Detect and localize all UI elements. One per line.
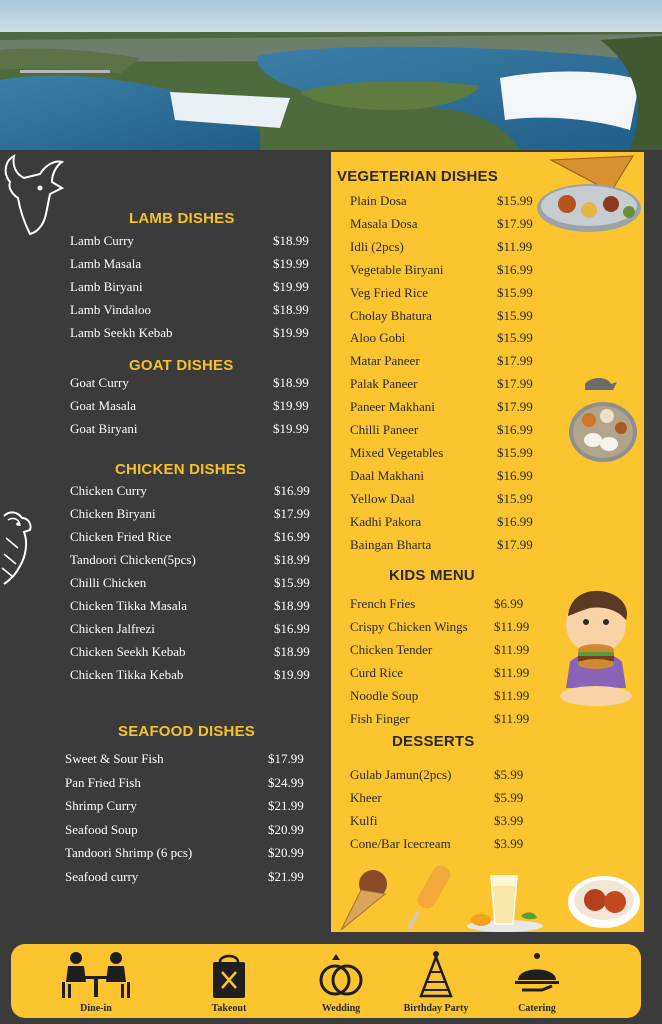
chicken-item-name: Chicken Tikka Masala — [70, 598, 187, 613]
veg-item-price: $15.99 — [497, 193, 533, 208]
seafood-item-price: $20.99 — [268, 822, 304, 837]
section-title-kids: KIDS MENU — [389, 567, 475, 584]
goat-item-name: Goat Biryani — [70, 421, 138, 436]
section-title-veg: VEGETERIAN DISHES — [337, 168, 498, 185]
service-label-takeout: Takeout — [211, 1003, 247, 1014]
takeout-bag-icon — [204, 950, 254, 1000]
dine-in-icon — [56, 950, 136, 1000]
lamb-item-price: $19.99 — [273, 325, 309, 340]
lamb-item-price: $19.99 — [273, 279, 309, 294]
lamb-item-name: Lamb Seekh Kebab — [70, 325, 173, 340]
veg-item-price: $15.99 — [497, 285, 533, 300]
chicken-item-name: Tandoori Chicken(5pcs) — [70, 552, 196, 567]
service-label-dine-in: Dine-in — [80, 1003, 112, 1014]
desserts-item-price: $3.99 — [494, 836, 524, 851]
goat-item-name: Goat Curry — [70, 375, 129, 390]
goat-head-icon — [0, 152, 68, 236]
lamb-item-price: $18.99 — [273, 302, 309, 317]
lamb-item-price: $18.99 — [273, 233, 309, 248]
service-dine-in — [51, 950, 141, 1014]
services-footer — [11, 944, 641, 1018]
kids-item-price: $11.99 — [494, 665, 530, 680]
veg-item-name: Idli (2pcs) — [350, 239, 404, 254]
veg-item-price: $16.99 — [497, 468, 533, 483]
idli-plate-image — [567, 374, 639, 466]
lamb-item-name: Lamb Biryani — [70, 279, 143, 294]
veg-item-name: Masala Dosa — [350, 216, 418, 231]
seafood-item-name: Seafood curry — [65, 869, 139, 884]
section-title-lamb: LAMB DISHES — [129, 210, 235, 227]
chicken-item-price: $16.99 — [274, 483, 310, 498]
chicken-item-name: Chicken Biryani — [70, 506, 156, 521]
chicken-item-price: $18.99 — [274, 598, 310, 613]
veg-item-price: $16.99 — [497, 514, 533, 529]
veg-item-name: Kadhi Pakora — [350, 514, 422, 529]
service-label-wedding: Wedding — [321, 1003, 361, 1014]
veg-item-price: $15.99 — [497, 330, 533, 345]
chicken-item-price: $19.99 — [274, 667, 310, 682]
kid-eating-burger-image — [560, 588, 636, 708]
kids-item-price: $11.99 — [494, 642, 530, 657]
kids-item-price: $11.99 — [494, 711, 530, 726]
lamb-item-name: Lamb Curry — [70, 233, 134, 248]
kids-item-name: Fish Finger — [350, 711, 410, 726]
goat-item-price: $18.99 — [273, 375, 309, 390]
veg-item-name: Palak Paneer — [350, 376, 418, 391]
goat-item-price: $19.99 — [273, 398, 309, 413]
veg-item-name: Vegetable Biryani — [350, 262, 444, 277]
section-title-seafood: SEAFOOD DISHES — [118, 723, 255, 740]
mango-lassi-image — [465, 866, 545, 932]
kids-item-name: Noodle Soup — [350, 688, 419, 703]
service-catering — [492, 950, 582, 1014]
desserts-item-name: Kheer — [350, 790, 382, 805]
chicken-item-price: $17.99 — [274, 506, 310, 521]
kids-item-price: $11.99 — [494, 619, 530, 634]
desserts-item-name: Cone/Bar Icecream — [350, 836, 451, 851]
seafood-item-name: Sweet & Sour Fish — [65, 751, 164, 766]
veg-item-name: Cholay Bhatura — [350, 308, 432, 323]
veg-item-price: $15.99 — [497, 445, 533, 460]
lamb-item-name: Lamb Masala — [70, 256, 142, 271]
ice-cream-cone-image — [333, 868, 391, 932]
seafood-item-name: Tandoori Shrimp (6 pcs) — [65, 845, 193, 860]
wedding-rings-icon — [316, 950, 366, 1000]
desserts-item-price: $3.99 — [494, 813, 524, 828]
seafood-item-name: Shrimp Curry — [65, 798, 137, 813]
goat-item-price: $19.99 — [273, 421, 309, 436]
seafood-item-name: Pan Fried Fish — [65, 775, 141, 790]
dosa-thali-image — [537, 152, 643, 236]
service-label-birthday: Birthday Party — [403, 1003, 469, 1014]
veg-item-price: $17.99 — [497, 216, 533, 231]
chicken-item-name: Chicken Seekh Kebab — [70, 644, 186, 659]
veg-item-price: $15.99 — [497, 491, 533, 506]
kids-item-name: Curd Rice — [350, 665, 404, 680]
kids-item-price: $6.99 — [494, 596, 524, 611]
gulab-jamun-bowl-image — [567, 872, 641, 932]
veg-item-price: $17.99 — [497, 537, 533, 552]
goat-item-name: Goat Masala — [70, 398, 137, 413]
kids-item-name: Crispy Chicken Wings — [350, 619, 468, 634]
veg-item-price: $11.99 — [497, 239, 533, 254]
seafood-item-name: Seafood Soup — [65, 822, 138, 837]
kids-item-name: Chicken Tender — [350, 642, 433, 657]
catering-cloche-icon — [512, 950, 562, 1000]
banner-waterfall-image — [0, 0, 662, 150]
chicken-item-price: $15.99 — [274, 575, 310, 590]
veg-item-price: $17.99 — [497, 353, 533, 368]
chicken-item-price: $16.99 — [274, 621, 310, 636]
section-title-desserts: DESSERTS — [392, 733, 475, 750]
seafood-item-price: $21.99 — [268, 869, 304, 884]
desserts-item-price: $5.99 — [494, 767, 524, 782]
section-title-goat: GOAT DISHES — [129, 357, 234, 374]
seafood-item-price: $17.99 — [268, 751, 304, 766]
desserts-item-name: Gulab Jamun(2pcs) — [350, 767, 452, 782]
veg-item-price: $17.99 — [497, 376, 533, 391]
chicken-item-price: $16.99 — [274, 529, 310, 544]
veg-item-name: Plain Dosa — [350, 193, 407, 208]
chicken-item-price: $18.99 — [274, 552, 310, 567]
section-title-chicken: CHICKEN DISHES — [115, 461, 247, 478]
seafood-item-price: $20.99 — [268, 845, 304, 860]
chicken-item-name: Chicken Fried Rice — [70, 529, 172, 544]
veg-item-name: Veg Fried Rice — [350, 285, 428, 300]
party-hat-icon — [411, 950, 461, 1000]
veg-item-price: $16.99 — [497, 422, 533, 437]
veg-item-name: Chilli Paneer — [350, 422, 419, 437]
service-wedding — [296, 950, 386, 1014]
kids-item-name: French Fries — [350, 596, 416, 611]
chicken-item-name: Chilli Chicken — [70, 575, 147, 590]
chicken-item-name: Chicken Curry — [70, 483, 147, 498]
chicken-item-name: Chicken Tikka Kebab — [70, 667, 184, 682]
veg-item-name: Matar Paneer — [350, 353, 420, 368]
kulfi-bar-image — [399, 864, 457, 932]
veg-item-name: Aloo Gobi — [350, 330, 406, 345]
service-birthday-party — [391, 950, 481, 1014]
veg-item-name: Yellow Daal — [350, 491, 415, 506]
lamb-item-name: Lamb Vindaloo — [70, 302, 151, 317]
lamb-item-price: $19.99 — [273, 256, 309, 271]
service-takeout — [184, 950, 274, 1014]
veg-item-price: $17.99 — [497, 399, 533, 414]
service-label-catering: Catering — [518, 1003, 556, 1014]
veg-item-name: Daal Makhani — [350, 468, 425, 483]
desserts-item-price: $5.99 — [494, 790, 524, 805]
veg-item-name: Mixed Vegetables — [350, 445, 444, 460]
right-panel — [331, 152, 644, 932]
rooster-icon — [0, 508, 36, 592]
seafood-item-price: $21.99 — [268, 798, 304, 813]
veg-item-name: Paneer Makhani — [350, 399, 435, 414]
seafood-item-price: $24.99 — [268, 775, 304, 790]
veg-item-price: $16.99 — [497, 262, 533, 277]
veg-item-name: Baingan Bharta — [350, 537, 432, 552]
veg-item-price: $15.99 — [497, 308, 533, 323]
chicken-item-name: Chicken Jalfrezi — [70, 621, 155, 636]
desserts-item-name: Kulfi — [350, 813, 378, 828]
kids-item-price: $11.99 — [494, 688, 530, 703]
chicken-item-price: $18.99 — [274, 644, 310, 659]
